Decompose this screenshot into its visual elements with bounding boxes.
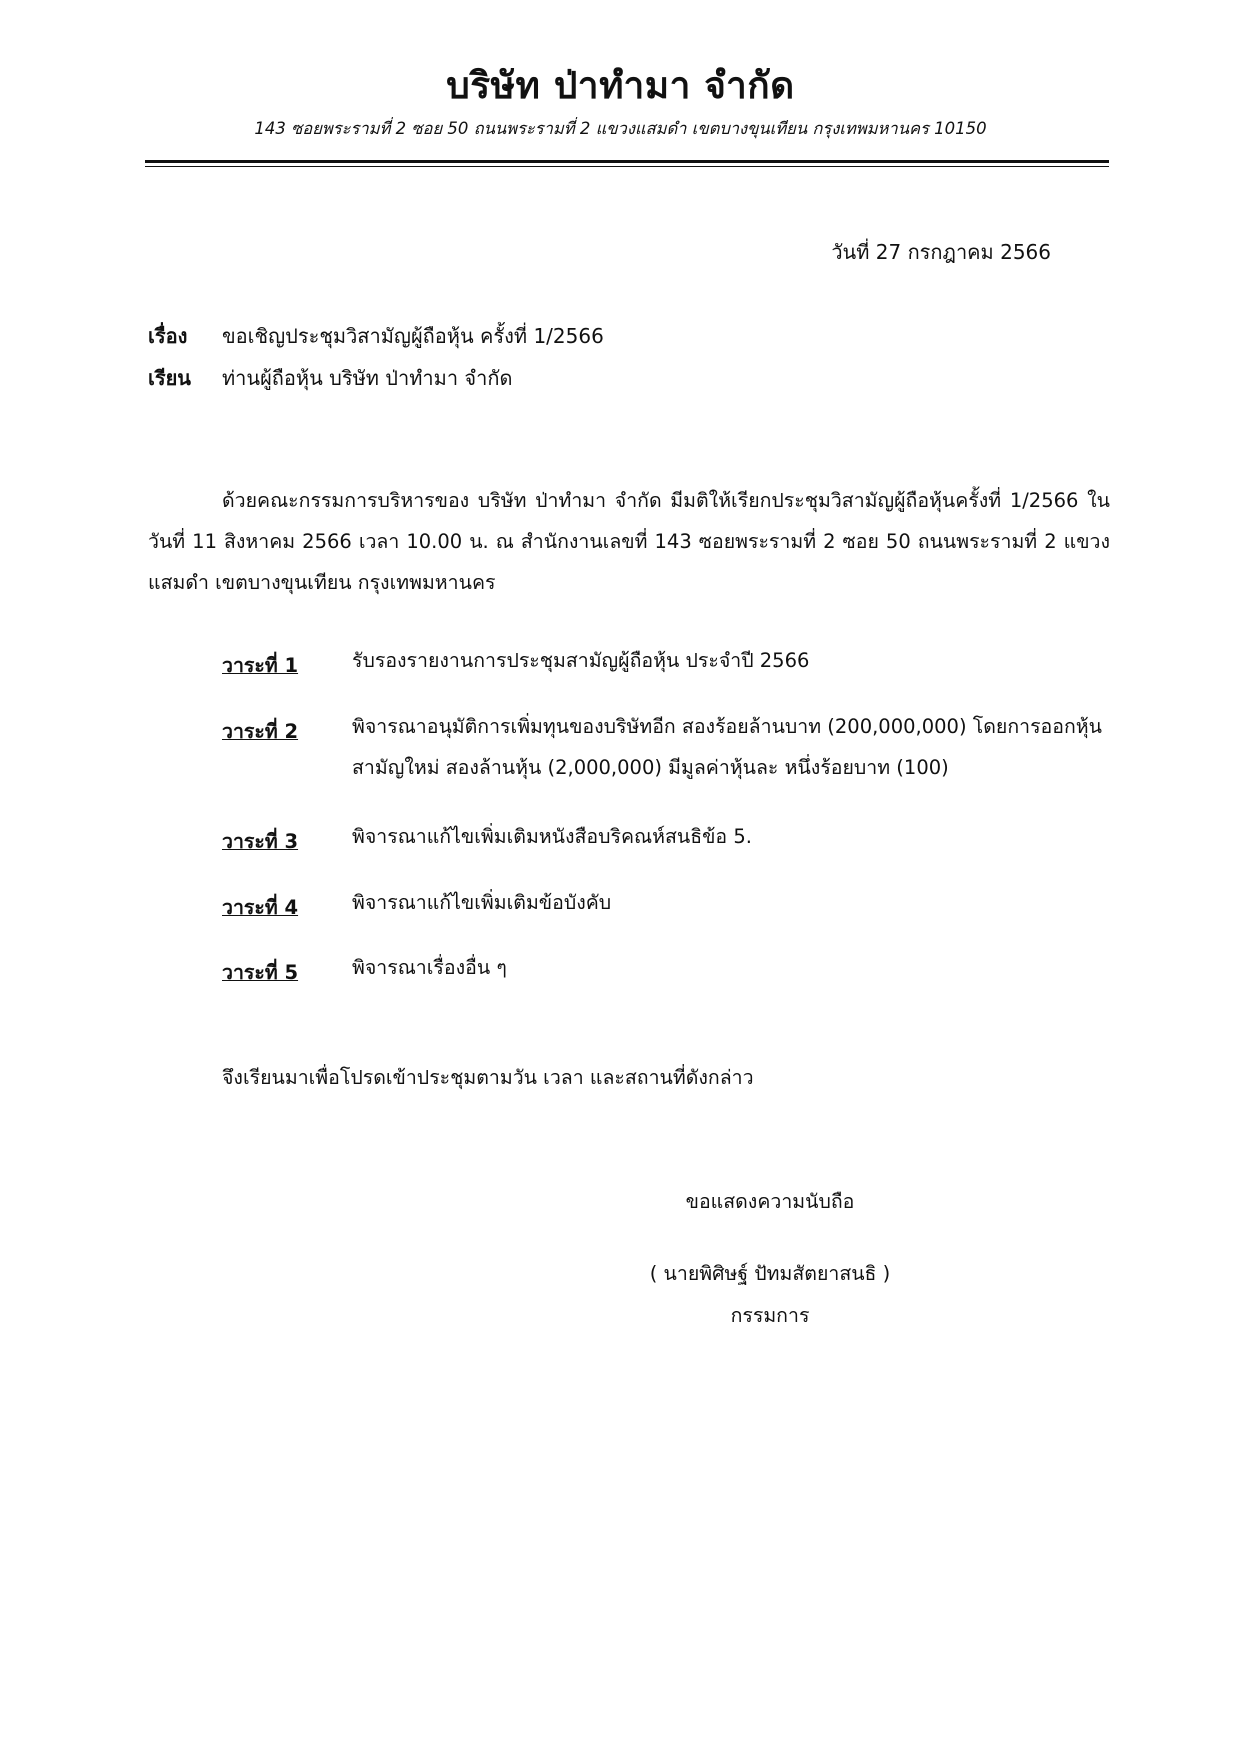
recipient-text: ท่านผู้ถือหุ้น บริษัท ป่าทำมา จำกัด (222, 366, 513, 390)
agenda-label: วาระที่ 5 (222, 961, 299, 984)
header-divider-thin (145, 166, 1109, 167)
recipient-row (148, 362, 512, 394)
body-paragraph: ด้วยคณะกรรมการบริหารของ บริษัท ป่าทำมา จำกัด มีมติให้เรียกประชุมวิสามัญผู้ถือหุ้นครั้งที่ 1/2566 ในวันที่ 11 สิงหาคม 2566 เวลา 10.00 น. ณ สำนักงานเลขที่ 143 ซอยพระรามที่ 2 ซอย 50 ถนนพระรามที่ 2 แขวงแสมดำ เขตบางขุนเทียน กรุงเทพมหานคร (148, 489, 1110, 594)
recipient-label: เรียน (148, 366, 191, 390)
agenda-text: พิจารณาแก้ไขเพิ่มเติมหนังสือบริคณห์สนธิข้อ 5. (352, 825, 752, 848)
agenda-label: วาระที่ 3 (222, 830, 299, 853)
agenda-label: วาระที่ 1 (222, 654, 299, 677)
company-address: 143 ซอยพระรามที่ 2 ซอย 50 ถนนพระรามที่ 2 แขวงแสมดำ เขตบางขุนเทียน กรุงเทพมหานคร 10150 (254, 119, 987, 138)
letter-date: วันที่ 27 กรกฎาคม 2566 (831, 240, 1051, 264)
agenda-label: วาระที่ 2 (222, 720, 299, 743)
closing-line: จึงเรียนมาเพื่อโปรดเข้าประชุมตามวัน เวลา และสถานที่ดังกล่าว (222, 1066, 754, 1089)
agenda-text: พิจารณาแก้ไขเพิ่มเติมข้อบังคับ (352, 891, 612, 914)
agenda-text: พิจารณาเรื่องอื่น ๆ (352, 956, 507, 979)
signatory-title: กรรมการ (730, 1304, 810, 1327)
agenda-text: พิจารณาอนุมัติการเพิ่มทุนของบริษัทอีก สองร้อยล้านบาท (200,000,000) โดยการออกหุ้นสามัญใหม่ สองล้านหุ้น (2,000,000) มีมูลค่าหุ้นละ หนึ่งร้อยบาท (100) (352, 715, 1102, 779)
company-name: บริษัท ป่าทำมา จำกัด (446, 64, 795, 107)
header-divider-thick (145, 160, 1109, 163)
subject-label: เรื่อง (148, 324, 188, 348)
agenda-label: วาระที่ 4 (222, 896, 299, 919)
agenda-text: รับรองรายงานการประชุมสามัญผู้ถือหุ้น ประจำปี 2566 (352, 649, 810, 672)
subject-text: ขอเชิญประชุมวิสามัญผู้ถือหุ้น ครั้งที่ 1/2566 (222, 324, 604, 348)
signature-greeting: ขอแสดงความนับถือ (685, 1190, 855, 1213)
subject-row (148, 320, 604, 352)
signatory-name: ( นายพิศิษฐ์ ปัทมสัตยาสนธิ ) (649, 1262, 891, 1285)
